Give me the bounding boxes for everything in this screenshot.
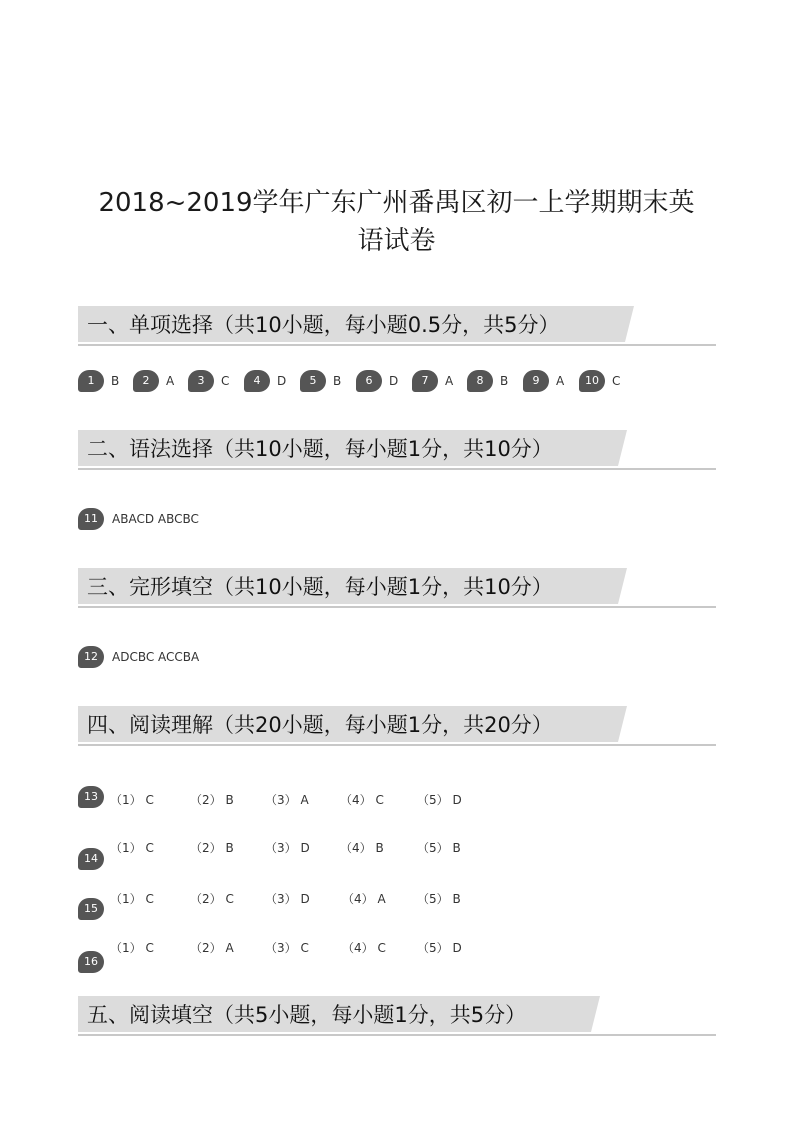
section-header-single-choice (78, 306, 716, 346)
answer-value: A (166, 374, 175, 388)
section-heading: 三、完形填空（共10小题，每小题1分，共10分） (87, 575, 553, 599)
section-header-reading-fill (78, 996, 716, 1036)
answer-value: （4） C (342, 941, 386, 955)
answer-value: D (389, 374, 399, 388)
question-number-badge: 9 (523, 370, 549, 392)
question-number-badge: 4 (244, 370, 270, 392)
title-line-2: 语试卷 (357, 226, 436, 256)
answer-value: D (277, 374, 287, 388)
question-number-badge: 16 (78, 951, 104, 973)
answer-value: B (333, 374, 342, 388)
answer-value: C (221, 374, 230, 388)
answer-value: （1） C (110, 793, 154, 807)
answer-value: ABACD ABCBC (112, 512, 199, 526)
page-title (60, 184, 733, 260)
answer-value: A (556, 374, 565, 388)
question-number-badge: 2 (133, 370, 159, 392)
question-number-badge: 13 (78, 786, 104, 808)
answer-value: A (445, 374, 454, 388)
answer-value: （3） D (265, 841, 310, 855)
answer-value: （2） A (190, 941, 234, 955)
answer-value: ADCBC ACCBA (112, 650, 200, 664)
answer-value: （5） D (417, 941, 462, 955)
answer-value: （5） B (417, 892, 461, 906)
question-number-badge: 6 (356, 370, 382, 392)
title-line-1: 2018~2019学年广东广州番禺区初一上学期期末英 (98, 188, 695, 218)
answer-value: （1） C (110, 892, 154, 906)
question-number-badge: 1 (78, 370, 104, 392)
answer-value: （1） C (110, 841, 154, 855)
answer-value: （1） C (110, 941, 154, 955)
section-heading: 四、阅读理解（共20小题，每小题1分，共20分） (87, 713, 553, 737)
question-number-badge: 8 (467, 370, 493, 392)
answer-value: （2） B (190, 841, 234, 855)
question-number-badge: 5 (300, 370, 326, 392)
question-number-badge: 7 (412, 370, 438, 392)
answer-value: （3） D (265, 892, 310, 906)
answer-value: （3） A (265, 793, 309, 807)
question-number-badge: 10 (579, 370, 605, 392)
answer-value: （5） B (417, 841, 461, 855)
section-heading: 五、阅读填空（共5小题，每小题1分，共5分） (87, 1003, 527, 1027)
question-number-badge: 3 (188, 370, 214, 392)
question-number-badge: 12 (78, 646, 104, 668)
answer-value: （3） C (265, 941, 309, 955)
question-number-badge: 14 (78, 848, 104, 870)
answer-value: （2） C (190, 892, 234, 906)
answer-value: （5） D (417, 793, 462, 807)
answer-value: C (612, 374, 621, 388)
question-number-badge: 11 (78, 508, 104, 530)
section-header-cloze (78, 568, 716, 608)
answer-value: （4） B (340, 841, 384, 855)
section-header-reading (78, 706, 716, 746)
section-header-grammar (78, 430, 716, 470)
answer-value: （4） A (342, 892, 386, 906)
answer-value: （2） B (190, 793, 234, 807)
section-heading: 二、语法选择（共10小题，每小题1分，共10分） (87, 437, 553, 461)
question-number-badge: 15 (78, 898, 104, 920)
answer-value: B (111, 374, 120, 388)
section-heading: 一、单项选择（共10小题，每小题0.5分，共5分） (87, 313, 560, 337)
answer-value: （4） C (340, 793, 384, 807)
answer-value: B (500, 374, 509, 388)
